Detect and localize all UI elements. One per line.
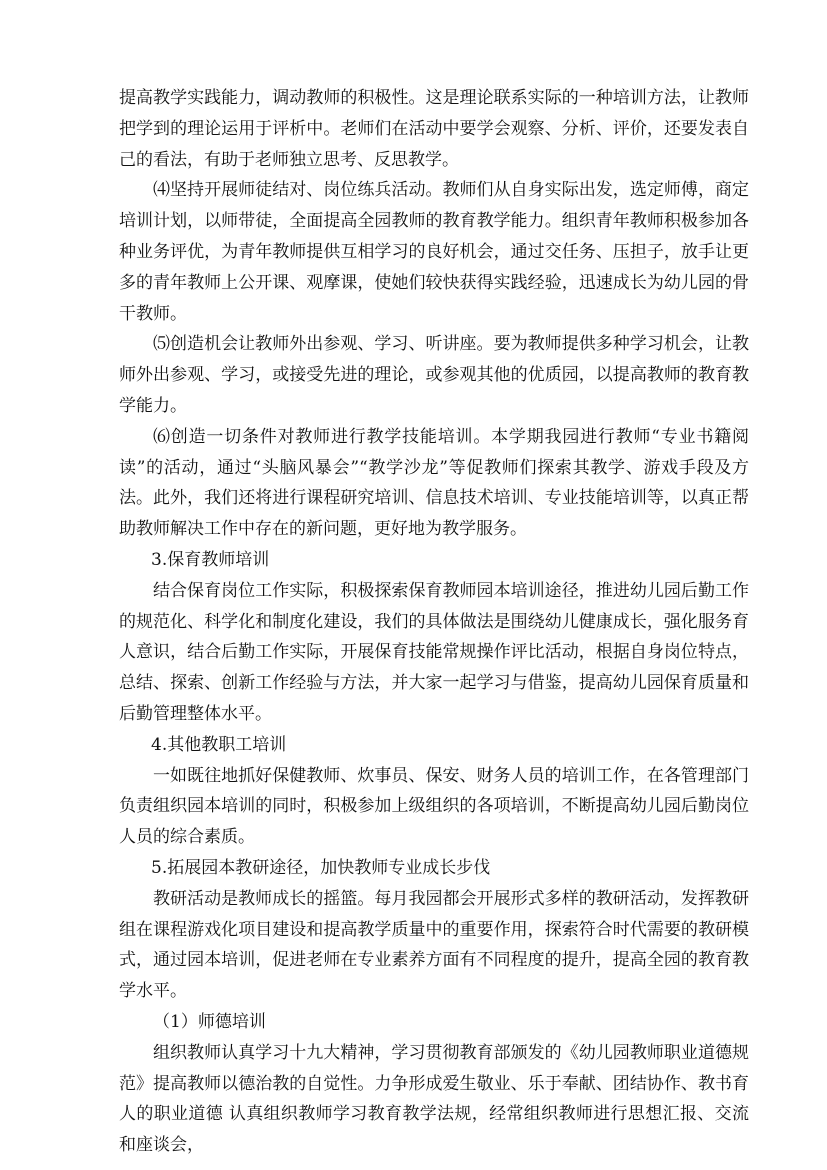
heading-ethics-training: （1）师德培训 — [153, 1011, 266, 1032]
paragraph-ethics-training: 组织教师认真学习十九大精神，学习贯彻教育部颁发的《幼儿园教师职业道德规范》提高教师以德治教的自觉性。力争形成爱生敬业、乐于奉献、团结协作、教书育人的职业道德 认真组织教师学习教育教学法规，经常组织教师进行思想汇报、交流和座谈会， — [119, 1042, 749, 1156]
heading-childcare-teacher-training: 3.保育教师培训 — [151, 549, 270, 570]
paragraph-external-visits: ⑸创造机会让教师外出参观、学习、听讲座。要为教师提供多种学习机会，让教师外出参观、学习，或接受先进的理论，或参观其他的优质园，以提高教师的教育教学能力。 — [119, 334, 749, 416]
heading-other-staff-training: 4.其他教职工培训 — [151, 734, 287, 755]
paragraph-childcare-training: 结合保育岗位工作实际，积极探索保育教师园本培训途径，推进幼儿园后勤工作的规范化、科学化和制度化建设，我们的具体做法是围绕幼儿健康成长，强化服务育人意识，结合后勤工作实际，开展保育技能常规操作评比活动，根据自身岗位特点，总结、探索、创新工作经验与方法，并大家一起学习与借鉴，提高幼儿园保育质量和后勤管理整体水平。 — [119, 580, 749, 724]
paragraph-teaching-research: 教研活动是教师成长的摇篮。每月我园都会开展形式多样的教研活动，发挥教研组在课程游戏化项目建设和提高教学质量中的重要作用，探索符合时代需要的教研模式，通过园本培训，促进老师在专业素养方面有不同程度的提升，提高全园的教育教学水平。 — [119, 888, 749, 1002]
document-page — [119, 83, 749, 1161]
paragraph-other-staff: 一如既往地抓好保健教师、炊事员、保安、财务人员的培训工作，在各管理部门负责组织园本培训的同时，积极参加上级组织的各项培训，不断提高幼儿园后勤岗位人员的综合素质。 — [119, 765, 749, 848]
paragraph-teaching-practice: 提高教学实践能力，调动教师的积极性。这是理论联系实际的一种培训方法，让教师把学到的理论运用于评析中。老师们在活动中要学会观察、分析、评价，还要发表自己的看法，有助于老师独立思考、反思教学。 — [119, 88, 749, 170]
paragraph-mentoring: ⑷坚持开展师徒结对、岗位练兵活动。教师们从自身实际出发，选定师傅，商定培训计划，以师带徒，全面提高全园教师的教育教学能力。组织青年教师积极参加各种业务评优，为青年教师提供互相学习的良好机会，通过交任务、压担子，放手让更多的青年教师上公开课、观摩课，使她们较快获得实践经验，迅速成长为幼儿园的骨干教师。 — [119, 180, 749, 324]
heading-teaching-research: 5.拓展园本教研途径，加快教师专业成长步伐 — [151, 857, 491, 878]
paragraph-skills-training: ⑹创造一切条件对教师进行教学技能培训。本学期我园进行教师“专业书籍阅读”的活动，通过“头脑风暴会”“教学沙龙”等促教师们探索其教学、游戏手段及方法。此外，我们还将进行课程研究培训、信息技术培训、专业技能培训等，以真正帮助教师解决工作中存在的新问题，更好地为教学服务。 — [119, 426, 749, 540]
